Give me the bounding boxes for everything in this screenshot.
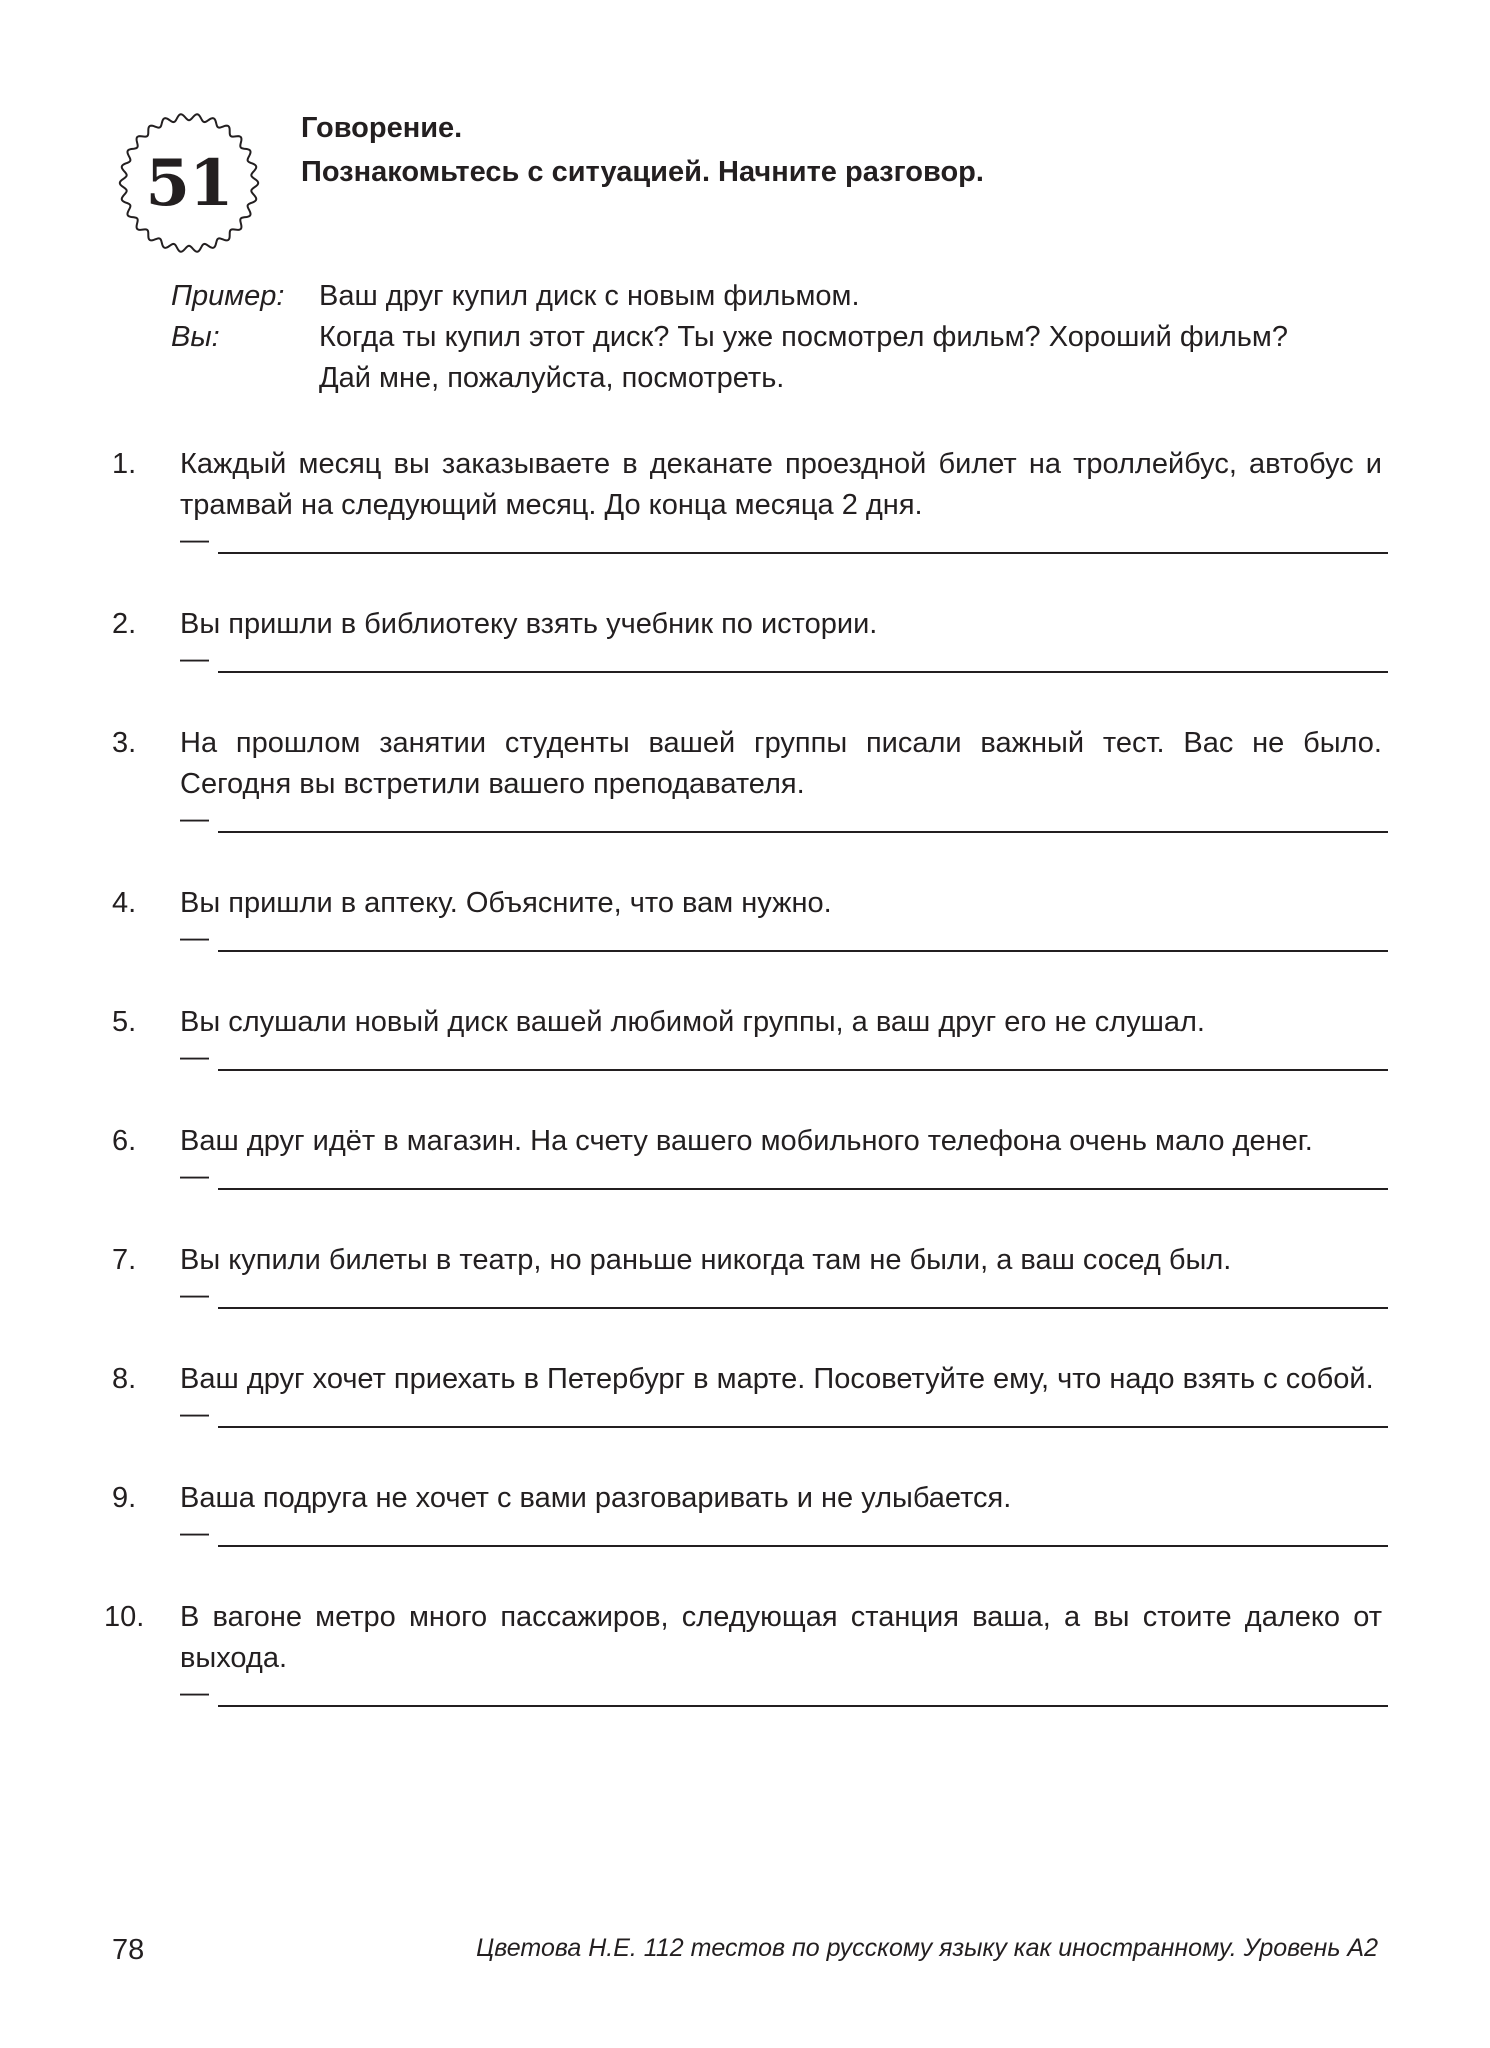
heading-line-1: Говорение.: [301, 112, 463, 144]
answer-field[interactable]: [180, 924, 1382, 962]
task-item: [112, 1121, 1382, 1200]
answer-line: [218, 671, 1388, 673]
answer-line: [218, 1545, 1388, 1547]
task-list: [104, 444, 1382, 1717]
answer-field[interactable]: [180, 1679, 1382, 1717]
answer-field[interactable]: [180, 645, 1382, 683]
task-text: Ваша подруга не хочет с вами разговаривать и не улыбается.: [180, 1482, 1012, 1514]
task-number: 9.: [112, 1482, 137, 1514]
answer-field[interactable]: [180, 1043, 1382, 1081]
answer-field[interactable]: [180, 805, 1382, 843]
task-text: Вы купили билеты в театр, но раньше никогда там не были, а ваш сосед был.: [180, 1244, 1232, 1276]
task-text: В вагоне метро много пассажиров, следующая станция ваша, а вы стоите далеко от выхода.: [180, 1601, 1382, 1674]
example-row: [171, 276, 1288, 317]
answer-dash: —: [180, 1517, 209, 1549]
task-item: [112, 1359, 1382, 1438]
task-number: 2.: [112, 608, 137, 640]
example-you-line-2: Дай мне, пожалуйста, посмотреть.: [319, 362, 785, 394]
task-item: [112, 883, 1382, 962]
example-text: Ваш друг купил диск с новым фильмом.: [319, 280, 860, 312]
exercise-heading: [301, 106, 984, 194]
task-item: [112, 723, 1382, 843]
answer-dash: —: [180, 1677, 209, 1709]
answer-field[interactable]: [180, 1400, 1382, 1438]
task-text: Каждый месяц вы заказываете в деканате проездной билет на троллейбус, автобус и трамвай на следующий месяц. До конца месяца 2 дня.: [180, 448, 1382, 521]
task-number: 3.: [112, 727, 137, 759]
example-you-line-1: Когда ты купил этот диск? Ты уже посмотрел фильм? Хороший фильм?: [319, 321, 1288, 353]
answer-line: [218, 950, 1388, 952]
answer-field[interactable]: [180, 1162, 1382, 1200]
page-number: 78: [112, 1934, 145, 1966]
task-item: [112, 1240, 1382, 1319]
task-item: [112, 604, 1382, 683]
example-block: [171, 276, 1288, 399]
answer-dash: —: [180, 643, 209, 675]
task-item: [112, 1478, 1382, 1557]
task-item: [112, 444, 1382, 564]
task-item: [112, 1002, 1382, 1081]
task-number: 1.: [112, 448, 137, 480]
example-you-label: Вы:: [171, 321, 220, 353]
answer-dash: —: [180, 524, 209, 556]
answer-dash: —: [180, 1041, 209, 1073]
example-you-row-2: [171, 358, 1288, 399]
task-number: 10.: [104, 1601, 145, 1633]
exercise-number: 51: [145, 145, 233, 221]
task-text: На прошлом занятии студенты вашей группы писали важный тест. Вас не было. Сегодня вы встретили вашего преподавателя.: [180, 727, 1382, 800]
answer-line: [218, 831, 1388, 833]
answer-dash: —: [180, 1279, 209, 1311]
exercise-number-badge: [114, 108, 264, 258]
answer-line: [218, 1705, 1388, 1707]
answer-dash: —: [180, 1398, 209, 1430]
task-number: 5.: [112, 1006, 137, 1038]
task-number: 6.: [112, 1125, 137, 1157]
example-label: Пример:: [171, 280, 285, 312]
answer-dash: —: [180, 1160, 209, 1192]
answer-field[interactable]: [180, 1519, 1382, 1557]
task-text: Вы пришли в аптеку. Объясните, что вам нужно.: [180, 887, 832, 919]
task-text: Вы слушали новый диск вашей любимой группы, а ваш друг его не слушал.: [180, 1006, 1205, 1038]
task-text: Вы пришли в библиотеку взять учебник по истории.: [180, 608, 878, 640]
answer-line: [218, 1426, 1388, 1428]
answer-field[interactable]: [180, 1281, 1382, 1319]
answer-line: [218, 1188, 1388, 1190]
task-text: Ваш друг хочет приехать в Петербург в марте. Посоветуйте ему, что надо взять с собой.: [180, 1363, 1374, 1395]
task-number: 4.: [112, 887, 137, 919]
task-item: [104, 1597, 1382, 1717]
task-text: Ваш друг идёт в магазин. На счету вашего мобильного телефона очень мало денег.: [180, 1125, 1313, 1157]
answer-line: [218, 1069, 1388, 1071]
example-you-row: [171, 317, 1288, 358]
task-number: 8.: [112, 1363, 137, 1395]
answer-line: [218, 552, 1388, 554]
book-citation: Цветова Н.Е. 112 тестов по русскому языку как иностранному. Уровень А2: [476, 1934, 1378, 1962]
answer-dash: —: [180, 803, 209, 835]
answer-field[interactable]: [180, 526, 1382, 564]
task-number: 7.: [112, 1244, 137, 1276]
answer-dash: —: [180, 922, 209, 954]
heading-line-2: Познакомьтесь с ситуацией. Начните разговор.: [301, 156, 984, 188]
answer-line: [218, 1307, 1388, 1309]
